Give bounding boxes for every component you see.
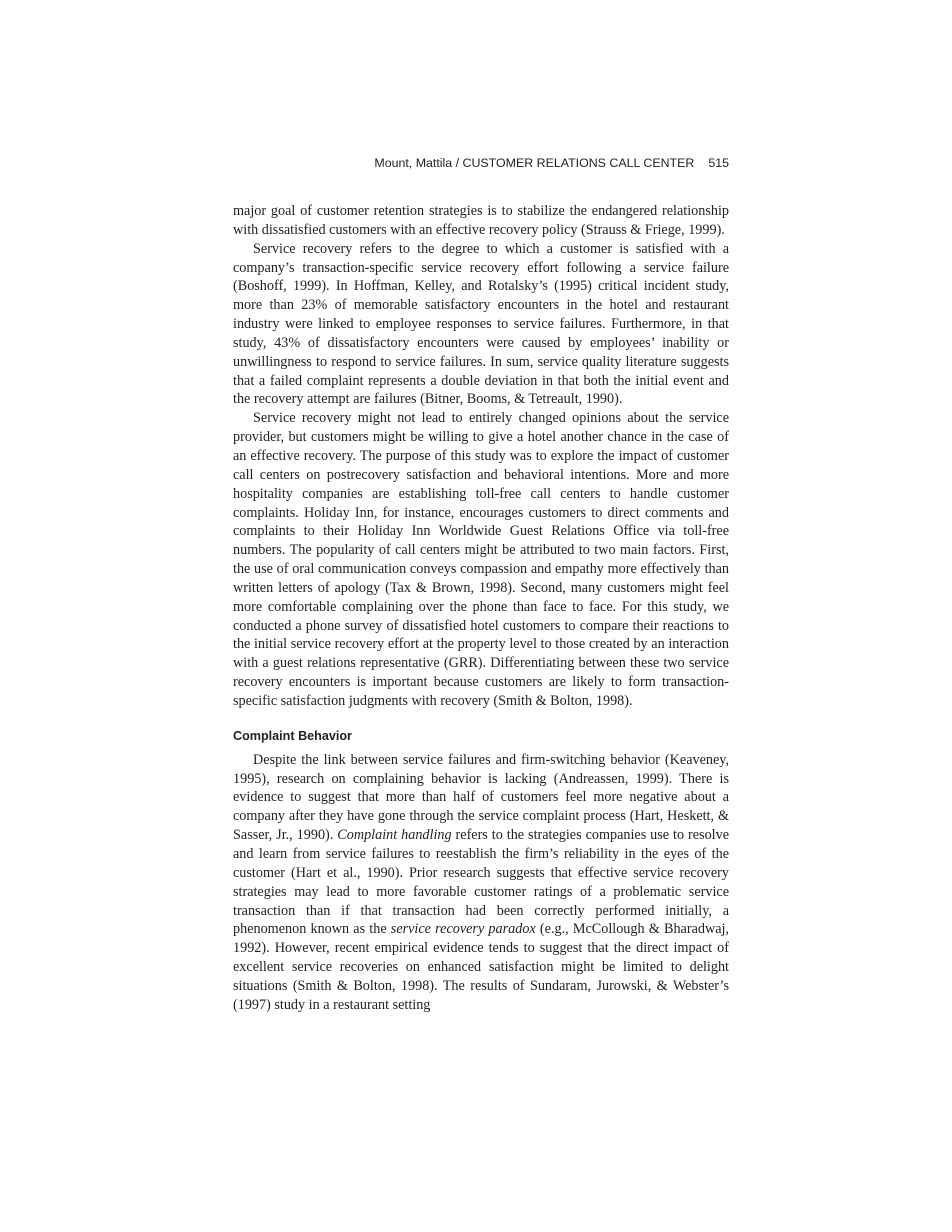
paragraph-service-recovery: Service recovery refers to the degree to which a customer is satisfied with a company’s transaction-specific service recovery effort following a service failure (Boshoff, 1999). In Hoffman, Kelley, and Rotalsky’s (1995) critical incident study, more than 23% of memorable satisfactory encounters in the hotel and restaurant industry were linked to employee responses to service failures. Furthermore, in that study, 43% of dissatisfactory encounters were caused by employees’ inability or unwillingness to respond to service failures. In sum, service quality literature suggests that a failed complaint represents a double deviation in that both the initial event and the recovery attempt are failures (Bitner, Booms, & Tetreault, 1990). [233,240,729,408]
paragraph-text-part: refers to the strategies companies use to resolve and learn from service failures to reestablish the firm’s reliability in the eyes of the customer (Hart et al., 1990). Prior research suggests that effective service recovery strategies may lead to more favorable customer ratings of a problematic service transaction than if that transaction had been correctly performed initially, a phenomenon known as the [233,827,729,938]
paragraph-call-centers: Service recovery might not lead to entirely changed opinions about the service provider, but customers might be willing to give a hotel another chance in the case of an effective recovery. The purpose of this study was to explore the impact of customer call centers on postrecovery satisfaction and behavioral intentions. More and more hospitality companies are establishing toll-free call centers to handle customer complaints. Holiday Inn, for instance, encourages customers to direct comments and complaints to their Holiday Inn Worldwide Guest Relations Office via toll-free numbers. The popularity of call centers might be attributed to two main factors. First, the use of oral communication conveys compassion and empathy more effectively than written letters of apology (Tax & Brown, 1998). Second, many customers might feel more comfortable complaining over the phone than face to face. For this study, we conducted a phone survey of dissatisfied hotel customers to compare their reactions to the initial service recovery effort at the property level to those created by an interaction with a guest relations representative (GRR). Differentiating between these two service recovery encounters is important because customers are likely to form transaction-specific satisfaction judgments with recovery (Smith & Bolton, 1998). [233,410,729,709]
italic-term-service-recovery-paradox: service recovery paradox [390,921,536,938]
body-text [233,202,729,1015]
paragraph-complaint-behavior [233,751,729,1015]
paragraph-continued: major goal of customer retention strategies is to stabilize the endangered relationship with dissatisfied customers with an effective recovery policy (Strauss & Friege, 1999). [233,203,729,238]
running-head-title: Mount, Mattila / CUSTOMER RELATIONS CALL CENTER [374,156,695,170]
section-heading: Complaint Behavior [233,728,352,743]
paragraph-text-part: (e.g., McCollough & Bharadwaj, 1992). However, recent empirical evidence tends to suggest that the direct impact of excellent service recoveries on enhanced satisfaction might be limited to delight situations (Smith & Bolton, 1998). The results of Sundaram, Jurowski, & Webster’s (1997) study in a restaurant setting [233,921,729,1013]
italic-term-complaint-handling: Complaint handling [337,827,452,844]
paragraph-text-part: Despite the link between service failures and firm-switching behavior (Keaveney, 1995), research on complaining behavior is lacking (Andreassen, 1999). There is evidence to suggest that more than half of customers feel more negative about a company after they have gone through the service complaint process (Hart, Heskett, & Sasser, Jr., 1990). [233,751,729,844]
running-head [233,155,729,171]
page-number: 515 [708,156,729,170]
